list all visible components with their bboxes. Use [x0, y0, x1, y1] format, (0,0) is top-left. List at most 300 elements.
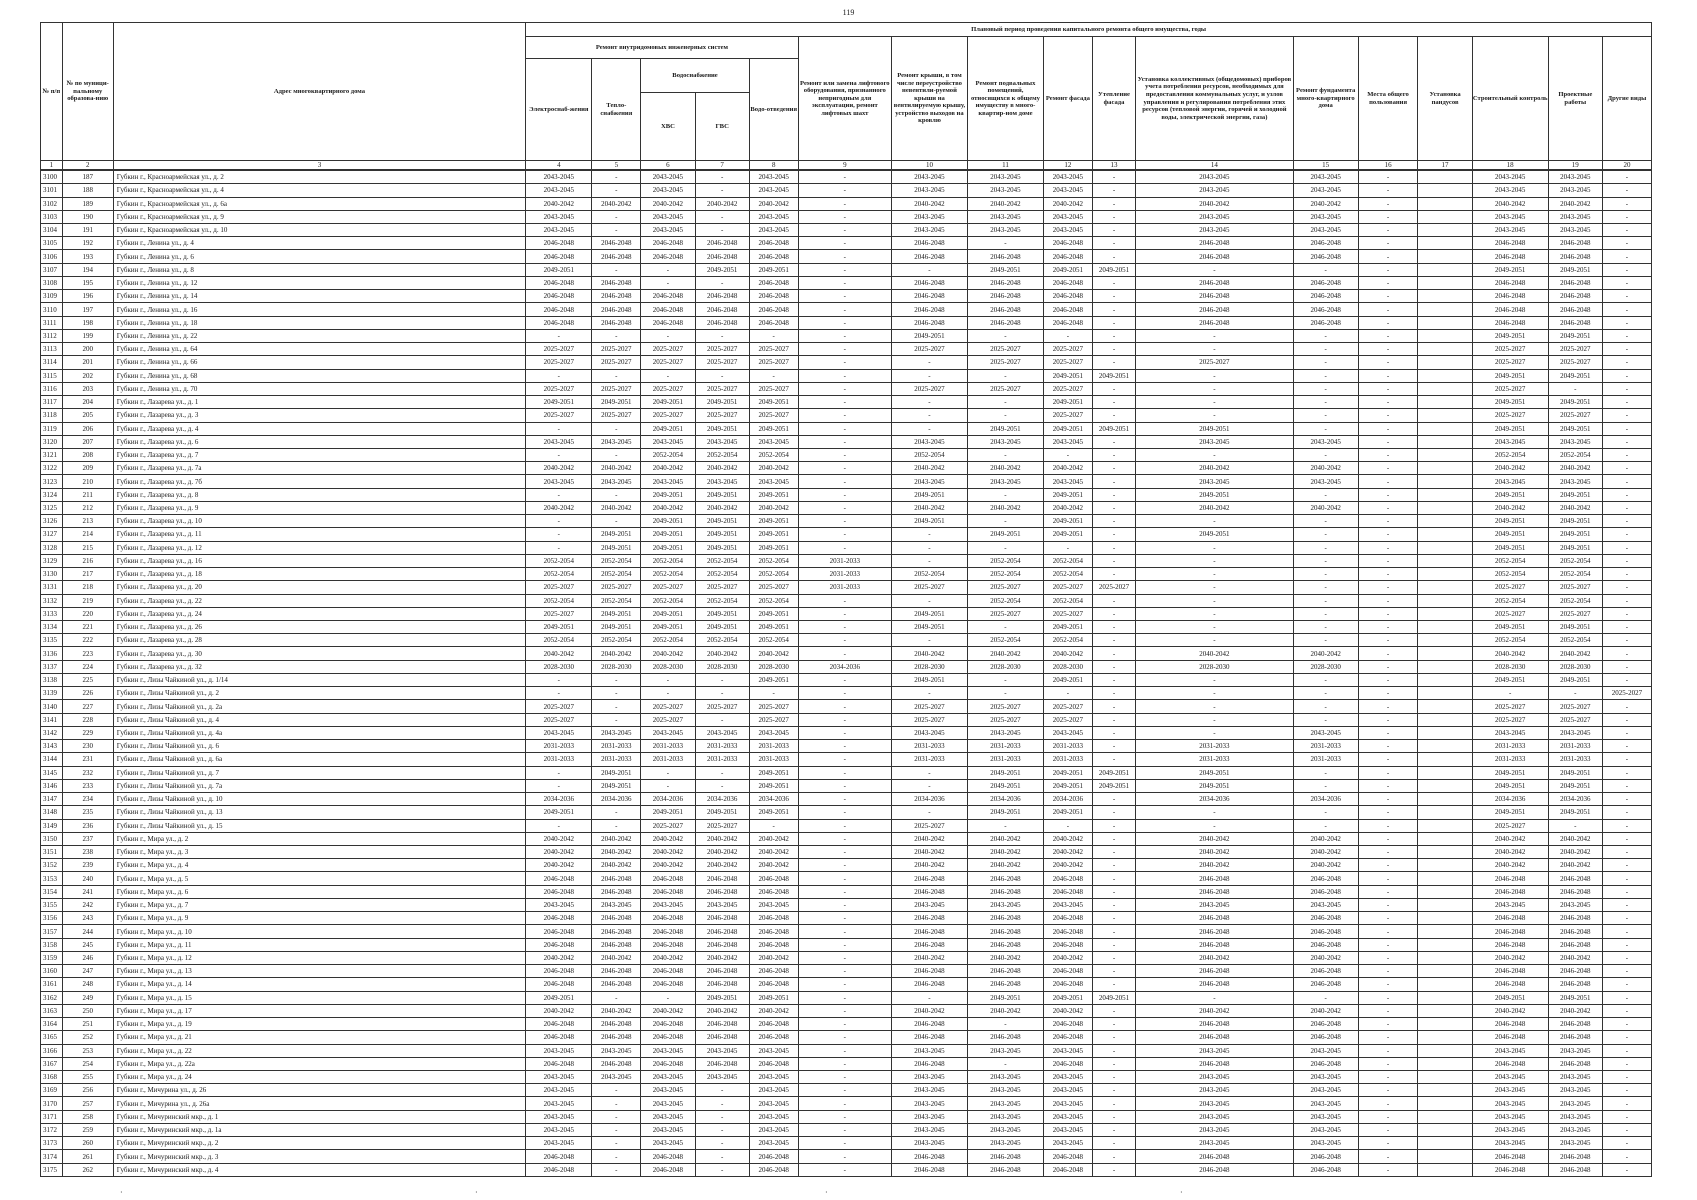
period-cell: - [695, 687, 749, 700]
period-cell [1418, 607, 1472, 620]
table-row [41, 726, 1652, 739]
period-cell: - [592, 515, 641, 528]
period-cell: - [1602, 290, 1651, 303]
period-cell: - [798, 806, 891, 819]
period-cell [1418, 197, 1472, 210]
row-index-cell: 3120 [41, 435, 63, 448]
period-cell: 2043-2045 [526, 1137, 592, 1150]
period-cell: - [592, 1150, 641, 1163]
period-cell: 2052-2054 [526, 554, 592, 567]
period-cell: 2046-2048 [526, 1163, 592, 1176]
period-cell [1418, 660, 1472, 673]
period-cell: 2040-2042 [526, 846, 592, 859]
period-cell: 2040-2042 [1293, 846, 1358, 859]
period-cell: 2025-2027 [592, 409, 641, 422]
period-cell: - [1602, 594, 1651, 607]
row-index-cell: 3132 [41, 594, 63, 607]
period-cell: 2049-2051 [592, 779, 641, 792]
period-cell: - [1602, 303, 1651, 316]
period-cell: - [891, 766, 967, 779]
table-row [41, 1123, 1652, 1136]
period-cell: 2046-2048 [1548, 938, 1602, 951]
period-cell: - [798, 634, 891, 647]
table-row [41, 607, 1652, 620]
period-cell: 2040-2042 [1136, 951, 1293, 964]
period-cell: - [749, 687, 798, 700]
period-cell: 2046-2048 [891, 250, 967, 263]
period-cell: - [1358, 726, 1418, 739]
period-cell: 2043-2045 [1043, 223, 1092, 236]
period-cell [1418, 329, 1472, 342]
municipal-number-cell: 226 [62, 687, 113, 700]
period-cell: 2046-2048 [891, 1057, 967, 1070]
period-cell: 2049-2051 [749, 991, 798, 1004]
period-cell: - [1136, 726, 1293, 739]
period-cell: 2052-2054 [967, 594, 1043, 607]
period-cell: 2046-2048 [1136, 1150, 1293, 1163]
period-cell: - [798, 382, 891, 395]
period-cell: 2040-2042 [1293, 951, 1358, 964]
period-cell: - [798, 515, 891, 528]
period-cell: 2025-2027 [1043, 581, 1092, 594]
period-cell: - [1358, 859, 1418, 872]
period-cell: 2046-2048 [641, 250, 695, 263]
period-cell: - [1358, 687, 1418, 700]
period-cell: - [592, 1123, 641, 1136]
period-cell: 2043-2045 [891, 1123, 967, 1136]
period-cell: - [1358, 568, 1418, 581]
period-cell: - [1602, 382, 1651, 395]
period-cell: 2049-2051 [1092, 991, 1135, 1004]
address-cell: Губкин г., Ленина ул., д. 6 [113, 250, 526, 263]
municipal-number-cell: 193 [62, 250, 113, 263]
period-cell: 2043-2045 [749, 726, 798, 739]
period-cell: - [1602, 554, 1651, 567]
period-cell: 2049-2051 [695, 806, 749, 819]
period-cell: - [1358, 1110, 1418, 1123]
period-cell [1418, 356, 1472, 369]
period-cell [1418, 1004, 1472, 1017]
period-cell: 2046-2048 [1136, 290, 1293, 303]
table-row [41, 1150, 1652, 1163]
period-cell [1418, 1070, 1472, 1083]
period-cell: 2043-2045 [526, 1110, 592, 1123]
period-cell: 2049-2051 [695, 541, 749, 554]
period-cell: - [798, 687, 891, 700]
header-construction-control: Строительный контроль [1472, 37, 1548, 161]
period-cell: 2043-2045 [1043, 1044, 1092, 1057]
period-cell: 2034-2036 [526, 793, 592, 806]
table-row [41, 329, 1652, 342]
period-cell [1418, 1123, 1472, 1136]
period-cell: 2043-2045 [1043, 1123, 1092, 1136]
period-cell: 2049-2051 [1092, 766, 1135, 779]
period-cell: 2049-2051 [641, 422, 695, 435]
period-cell: 2046-2048 [641, 1163, 695, 1176]
period-cell [1418, 859, 1472, 872]
period-cell: 2046-2048 [592, 938, 641, 951]
period-cell: - [1358, 965, 1418, 978]
period-cell: - [798, 832, 891, 845]
period-cell: - [1092, 700, 1135, 713]
column-number: 15 [1293, 161, 1358, 171]
period-cell: 2043-2045 [526, 210, 592, 223]
period-cell: 2043-2045 [526, 170, 592, 184]
period-cell: - [592, 700, 641, 713]
period-cell: - [798, 793, 891, 806]
period-cell: 2046-2048 [695, 885, 749, 898]
period-cell: 2040-2042 [1472, 832, 1548, 845]
period-cell: 2043-2045 [641, 1123, 695, 1136]
period-cell: 2046-2048 [641, 237, 695, 250]
period-cell: - [1358, 621, 1418, 634]
period-cell [1418, 846, 1472, 859]
period-cell: 2052-2054 [1043, 634, 1092, 647]
period-cell: - [1472, 687, 1548, 700]
municipal-number-cell: 220 [62, 607, 113, 620]
municipal-number-cell: 208 [62, 448, 113, 461]
period-cell: 2031-2033 [891, 740, 967, 753]
period-cell [1418, 925, 1472, 938]
period-cell: - [1293, 700, 1358, 713]
period-cell: - [1293, 396, 1358, 409]
period-cell: - [1358, 793, 1418, 806]
period-cell: 2040-2042 [1136, 501, 1293, 514]
address-cell: Губкин г., Мичуринский мкр., д. 1 [113, 1110, 526, 1123]
period-cell: 2043-2045 [891, 726, 967, 739]
period-cell: 2046-2048 [891, 885, 967, 898]
period-cell: 2046-2048 [749, 912, 798, 925]
period-cell: - [798, 422, 891, 435]
period-cell: - [1092, 568, 1135, 581]
period-cell: - [1602, 1044, 1651, 1057]
header-facade-repair: Ремонт фасада [1043, 37, 1092, 161]
period-cell: 2049-2051 [526, 991, 592, 1004]
period-cell: - [749, 369, 798, 382]
table-row [41, 316, 1652, 329]
period-cell: 2046-2048 [749, 276, 798, 289]
period-cell: - [592, 488, 641, 501]
period-cell: - [695, 766, 749, 779]
period-cell: 2040-2042 [749, 846, 798, 859]
period-cell: 2046-2048 [967, 303, 1043, 316]
period-cell: - [1092, 475, 1135, 488]
address-cell: Губкин г., Мичурина ул., д. 26а [113, 1097, 526, 1110]
period-cell: 2043-2045 [1472, 1123, 1548, 1136]
period-cell: - [1602, 1004, 1651, 1017]
period-cell: 2043-2045 [891, 184, 967, 197]
period-cell: 2025-2027 [641, 581, 695, 594]
period-cell: 2040-2042 [592, 859, 641, 872]
capital-repair-table-sheet [40, 22, 1652, 1177]
table-row [41, 713, 1652, 726]
period-cell: - [798, 859, 891, 872]
period-cell: - [1358, 276, 1418, 289]
address-cell: Губкин г., Лизы Чайкиной ул., д. 6 [113, 740, 526, 753]
period-cell: 2040-2042 [526, 501, 592, 514]
period-cell: 2043-2045 [967, 435, 1043, 448]
period-cell: 2025-2027 [695, 700, 749, 713]
header-heating: Тепло-снабжения [592, 59, 641, 161]
period-cell: - [1358, 382, 1418, 395]
period-cell: - [1358, 1044, 1418, 1057]
period-cell: - [592, 369, 641, 382]
period-cell: 2052-2054 [891, 568, 967, 581]
period-cell: 2046-2048 [526, 303, 592, 316]
period-cell: 2049-2051 [1043, 673, 1092, 686]
period-cell: 2052-2054 [749, 554, 798, 567]
period-cell: 2049-2051 [1092, 422, 1135, 435]
period-cell: 2031-2033 [891, 753, 967, 766]
period-cell: 2043-2045 [1548, 1110, 1602, 1123]
row-index-cell: 3135 [41, 634, 63, 647]
municipal-number-cell: 207 [62, 435, 113, 448]
period-cell: 2046-2048 [1293, 1031, 1358, 1044]
column-number: 4 [526, 161, 592, 171]
municipal-number-cell: 205 [62, 409, 113, 422]
row-index-cell: 3155 [41, 898, 63, 911]
period-cell: 2025-2027 [1472, 382, 1548, 395]
address-cell: Губкин г., Лазарева ул., д. 16 [113, 554, 526, 567]
period-cell: - [641, 766, 695, 779]
period-cell: - [1293, 554, 1358, 567]
period-cell: 2025-2027 [1472, 607, 1548, 620]
period-cell: 2025-2027 [526, 713, 592, 726]
period-cell: 2052-2054 [1043, 568, 1092, 581]
period-cell: 2043-2045 [526, 1044, 592, 1057]
period-cell: 2043-2045 [526, 1084, 592, 1097]
period-cell: 2025-2027 [1043, 700, 1092, 713]
period-cell: - [1602, 237, 1651, 250]
period-cell: 2043-2045 [695, 898, 749, 911]
period-cell: 2028-2030 [967, 660, 1043, 673]
period-cell: - [1092, 594, 1135, 607]
period-cell: 2046-2048 [967, 978, 1043, 991]
period-cell: 2040-2042 [526, 197, 592, 210]
municipal-number-cell: 197 [62, 303, 113, 316]
period-cell: - [1602, 448, 1651, 461]
period-cell: - [1092, 237, 1135, 250]
period-cell: 2043-2045 [967, 898, 1043, 911]
municipal-number-cell: 252 [62, 1031, 113, 1044]
period-cell: 2046-2048 [967, 1031, 1043, 1044]
period-cell: - [1602, 859, 1651, 872]
period-cell: 2040-2042 [1548, 951, 1602, 964]
period-cell: - [1092, 951, 1135, 964]
period-cell: - [1602, 184, 1651, 197]
period-cell: 2043-2045 [1043, 170, 1092, 184]
period-cell: - [1602, 846, 1651, 859]
period-cell: 2028-2030 [695, 660, 749, 673]
row-index-cell: 3164 [41, 1018, 63, 1031]
period-cell: - [798, 951, 891, 964]
period-cell: - [798, 290, 891, 303]
period-cell: 2043-2045 [1043, 475, 1092, 488]
period-cell: - [1293, 369, 1358, 382]
table-body [41, 170, 1652, 1176]
period-cell: - [1092, 925, 1135, 938]
period-cell: 2049-2051 [526, 263, 592, 276]
period-cell: - [1358, 396, 1418, 409]
period-cell: 2025-2027 [1548, 409, 1602, 422]
period-cell: - [1136, 991, 1293, 1004]
address-cell: Губкин г., Мира ул., д. 4 [113, 859, 526, 872]
period-cell: 2046-2048 [1293, 1150, 1358, 1163]
period-cell: 2049-2051 [695, 263, 749, 276]
period-cell: 2046-2048 [695, 925, 749, 938]
row-index-cell: 3104 [41, 223, 63, 236]
row-index-cell: 3145 [41, 766, 63, 779]
period-cell: - [695, 329, 749, 342]
period-cell: 2046-2048 [1548, 912, 1602, 925]
period-cell: - [1136, 369, 1293, 382]
period-cell: 2043-2045 [749, 210, 798, 223]
period-cell: - [1358, 1150, 1418, 1163]
period-cell: 2025-2027 [641, 819, 695, 832]
period-cell: 2043-2045 [526, 475, 592, 488]
period-cell: 2025-2027 [592, 581, 641, 594]
period-cell: 2049-2051 [641, 806, 695, 819]
period-cell: 2043-2045 [1136, 184, 1293, 197]
row-index-cell: 3163 [41, 1004, 63, 1017]
table-row [41, 912, 1652, 925]
period-cell: 2046-2048 [695, 938, 749, 951]
period-cell: - [1358, 250, 1418, 263]
table-row [41, 1057, 1652, 1070]
period-cell [1418, 912, 1472, 925]
period-cell: 2043-2045 [749, 435, 798, 448]
period-cell: - [1602, 276, 1651, 289]
row-index-cell: 3111 [41, 316, 63, 329]
period-cell: - [1092, 859, 1135, 872]
period-cell: - [1092, 726, 1135, 739]
period-cell: - [695, 1163, 749, 1176]
period-cell: 2043-2045 [526, 898, 592, 911]
period-cell: - [798, 753, 891, 766]
address-cell: Губкин г., Ленина ул., д. 18 [113, 316, 526, 329]
period-cell: 2040-2042 [891, 951, 967, 964]
period-cell: 2043-2045 [1136, 1070, 1293, 1083]
period-cell: 2043-2045 [695, 726, 749, 739]
row-index-cell: 3128 [41, 541, 63, 554]
period-cell: 2049-2051 [1043, 515, 1092, 528]
period-cell: 2025-2027 [749, 382, 798, 395]
period-cell: 2049-2051 [526, 806, 592, 819]
municipal-number-cell: 213 [62, 515, 113, 528]
period-cell: 2040-2042 [967, 647, 1043, 660]
period-cell: - [1602, 501, 1651, 514]
period-cell: 2046-2048 [749, 303, 798, 316]
period-cell: 2025-2027 [592, 382, 641, 395]
period-cell: 2049-2051 [967, 991, 1043, 1004]
period-cell: 2046-2048 [1548, 276, 1602, 289]
bottom-mark: · [120, 1188, 123, 1197]
period-cell: - [1358, 925, 1418, 938]
period-cell: - [1602, 938, 1651, 951]
period-cell: - [1136, 621, 1293, 634]
municipal-number-cell: 221 [62, 621, 113, 634]
period-cell [1418, 382, 1472, 395]
period-cell: - [891, 806, 967, 819]
period-cell: - [1602, 965, 1651, 978]
period-cell: 2046-2048 [1548, 237, 1602, 250]
table-row [41, 793, 1652, 806]
period-cell: - [695, 210, 749, 223]
period-cell: 2025-2027 [695, 581, 749, 594]
period-cell: 2052-2054 [695, 448, 749, 461]
period-cell: - [967, 673, 1043, 686]
address-cell: Губкин г., Мира ул., д. 3 [113, 846, 526, 859]
period-cell: 2040-2042 [891, 846, 967, 859]
municipal-number-cell: 199 [62, 329, 113, 342]
period-cell: 2046-2048 [695, 872, 749, 885]
period-cell: - [798, 1031, 891, 1044]
period-cell: 2034-2036 [1472, 793, 1548, 806]
period-cell: 2043-2045 [1548, 1137, 1602, 1150]
period-cell: - [1602, 673, 1651, 686]
period-cell: - [695, 223, 749, 236]
table-row [41, 1084, 1652, 1097]
period-cell: 2025-2027 [1043, 409, 1092, 422]
period-cell: 2049-2051 [1043, 488, 1092, 501]
period-cell: - [1092, 448, 1135, 461]
period-cell: 2040-2042 [1293, 462, 1358, 475]
period-cell: - [1293, 422, 1358, 435]
period-cell: 2052-2054 [967, 634, 1043, 647]
period-cell: 2043-2045 [1548, 1084, 1602, 1097]
period-cell: - [891, 594, 967, 607]
period-cell [1418, 687, 1472, 700]
period-cell: 2031-2033 [526, 740, 592, 753]
period-cell: 2043-2045 [1472, 223, 1548, 236]
period-cell: - [798, 726, 891, 739]
period-cell: 2046-2048 [641, 1150, 695, 1163]
row-index-cell: 3127 [41, 528, 63, 541]
period-cell: 2025-2027 [1043, 356, 1092, 369]
period-cell: 2043-2045 [1043, 1137, 1092, 1150]
period-cell: - [1092, 607, 1135, 620]
period-cell: 2049-2051 [695, 396, 749, 409]
period-cell: - [1293, 488, 1358, 501]
period-cell: 2049-2051 [749, 396, 798, 409]
period-cell: - [526, 369, 592, 382]
period-cell: 2046-2048 [1293, 316, 1358, 329]
address-cell: Губкин г., Лазарева ул., д. 18 [113, 568, 526, 581]
period-cell: - [1602, 634, 1651, 647]
period-cell: - [1293, 263, 1358, 276]
period-cell: 2025-2027 [641, 409, 695, 422]
period-cell: - [1092, 660, 1135, 673]
period-cell: 2025-2027 [749, 700, 798, 713]
period-cell: 2043-2045 [1293, 1137, 1358, 1150]
period-cell: - [1092, 753, 1135, 766]
period-cell: - [749, 329, 798, 342]
row-index-cell: 3156 [41, 912, 63, 925]
period-cell: 2049-2051 [749, 779, 798, 792]
period-cell: 2049-2051 [967, 779, 1043, 792]
period-cell: 2049-2051 [1043, 422, 1092, 435]
address-cell: Губкин г., Лазарева ул., д. 28 [113, 634, 526, 647]
header-engineering-systems: Ремонт внутридомовых инженерных систем [526, 37, 798, 59]
period-cell: 2043-2045 [695, 475, 749, 488]
period-cell: 2025-2027 [891, 581, 967, 594]
period-cell: 2043-2045 [592, 1070, 641, 1083]
period-cell: 2043-2045 [1293, 1044, 1358, 1057]
period-cell: - [695, 276, 749, 289]
period-cell: 2043-2045 [1293, 170, 1358, 184]
period-cell [1418, 396, 1472, 409]
period-cell: - [1358, 713, 1418, 726]
